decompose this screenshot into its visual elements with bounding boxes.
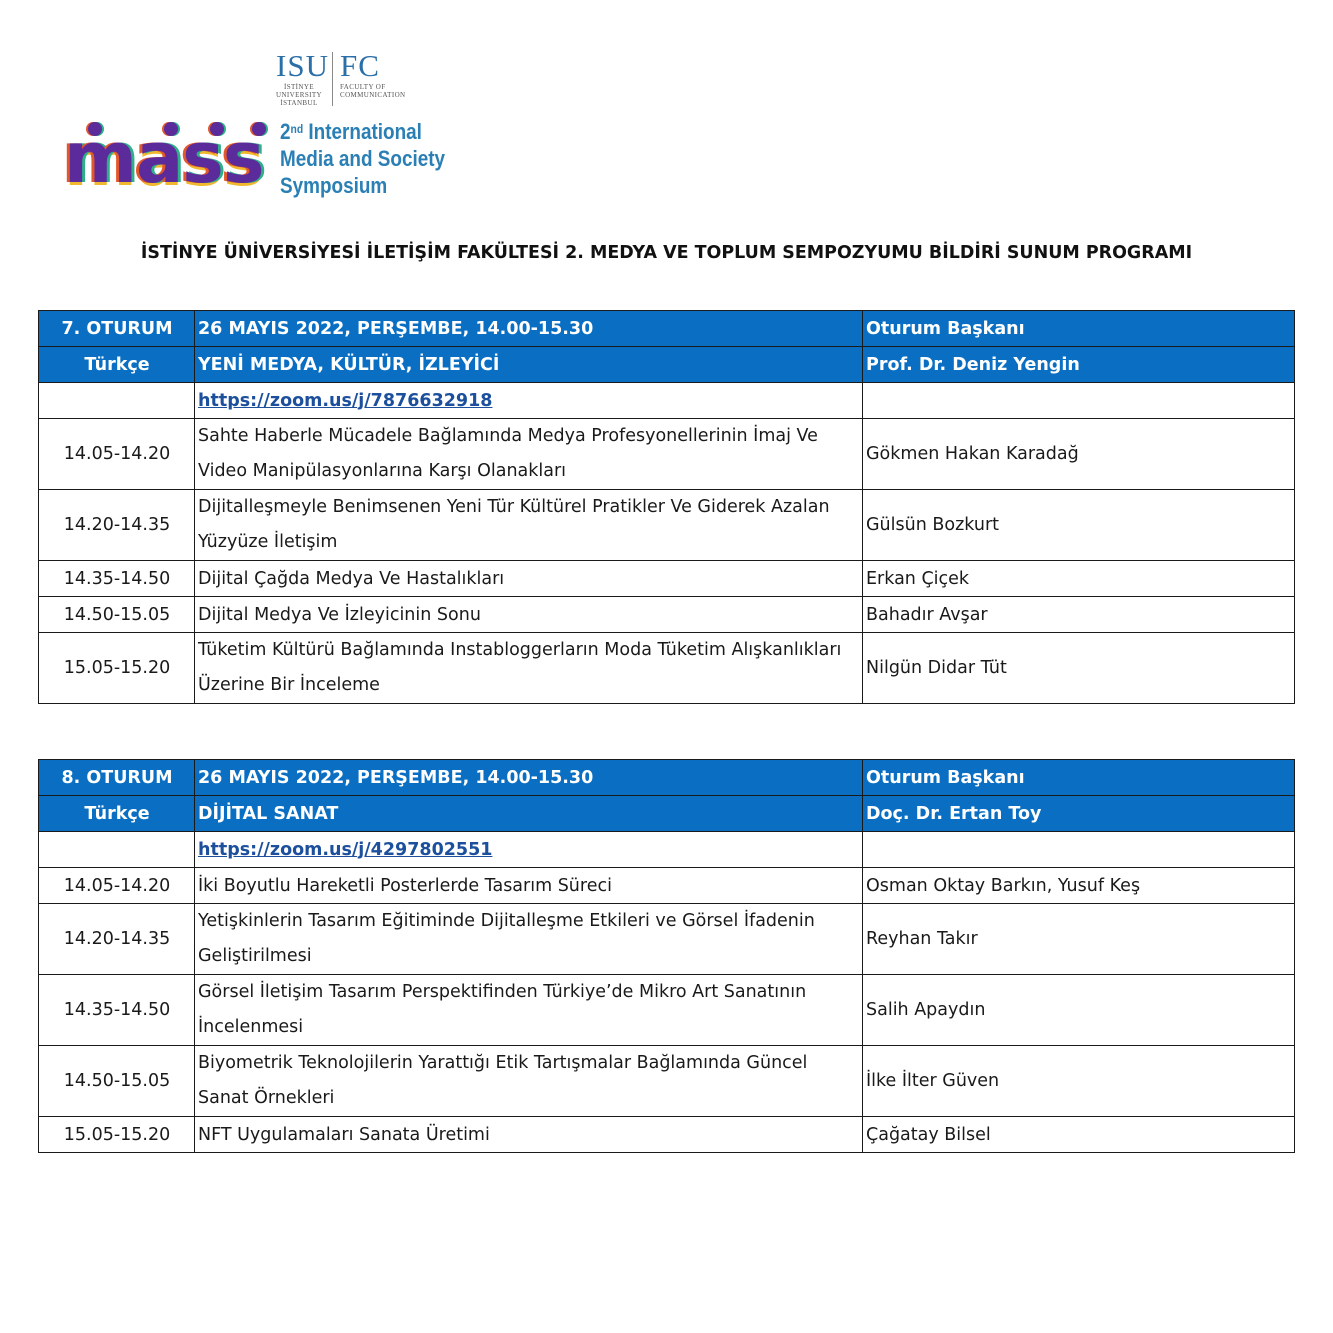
talk-speaker: Gülsün Bozkurt bbox=[863, 490, 1295, 561]
talk-speaker: Bahadır Avşar bbox=[863, 597, 1295, 633]
talk-time: 15.05-15.20 bbox=[39, 1117, 195, 1153]
talk-row bbox=[39, 633, 1295, 704]
talk-title: Dijital Çağda Medya Ve Hastalıkları bbox=[195, 561, 863, 597]
talk-time: 14.20-14.35 bbox=[39, 904, 195, 975]
talk-row bbox=[39, 490, 1295, 561]
symposium-name bbox=[280, 118, 445, 199]
symposium-line-1: 2nd International bbox=[280, 119, 422, 144]
talk-time: 14.35-14.50 bbox=[39, 561, 195, 597]
chair-label: Oturum Başkanı bbox=[863, 760, 1295, 796]
talk-title: İki Boyutlu Hareketli Posterlerde Tasarım Süreci bbox=[195, 868, 863, 904]
session-date: 26 MAYIS 2022, PERŞEMBE, 14.00-15.30 bbox=[195, 311, 863, 347]
session-theme-row bbox=[39, 796, 1295, 832]
mass-logo bbox=[64, 117, 274, 200]
talk-time: 14.05-14.20 bbox=[39, 868, 195, 904]
page-title: İSTİNYE ÜNİVERSİYESİ İLETİŞİM FAKÜLTESİ 2. MEDYA VE TOPLUM SEMPOZYUMU BİLDİRİ SUNUM PROGRAMI bbox=[140, 242, 1193, 263]
talk-speaker: Çağatay Bilsel bbox=[863, 1117, 1295, 1153]
talk-title: NFT Uygulamaları Sanata Üretimi bbox=[195, 1117, 863, 1153]
empty-cell bbox=[39, 383, 195, 419]
talk-time: 15.05-15.20 bbox=[39, 633, 195, 704]
session-date: 26 MAYIS 2022, PERŞEMBE, 14.00-15.30 bbox=[195, 760, 863, 796]
session-header-row bbox=[39, 311, 1295, 347]
session-label: 7. OTURUM bbox=[39, 311, 195, 347]
talk-row bbox=[39, 561, 1295, 597]
talk-row bbox=[39, 904, 1295, 975]
talk-speaker: İlke İlter Güven bbox=[863, 1046, 1295, 1117]
mass-wordmark: mass bbox=[64, 117, 264, 199]
talk-row bbox=[39, 868, 1295, 904]
session-table-8 bbox=[38, 759, 1295, 1153]
session-theme: DİJİTAL SANAT bbox=[195, 796, 863, 832]
session-theme-row bbox=[39, 347, 1295, 383]
zoom-link[interactable]: https://zoom.us/j/7876632918 bbox=[198, 390, 493, 411]
talk-title: Dijitalleşmeyle Benimsenen Yeni Tür Kültürel Pratikler Ve Giderek Azalan Yüzyüze İletişim bbox=[195, 490, 863, 561]
session-table-7 bbox=[38, 310, 1295, 704]
talk-title: Tüketim Kültürü Bağlamında Instabloggerların Moda Tüketim Alışkanlıkları Üzerine Bir İnceleme bbox=[195, 633, 863, 704]
fc-logo-subtitle: FACULTY OF COMMUNICATION bbox=[340, 83, 406, 99]
talk-title: Biyometrik Teknolojilerin Yarattığı Etik Tartışmalar Bağlamında Güncel Sanat Örnekleri bbox=[195, 1046, 863, 1117]
talk-row bbox=[39, 975, 1295, 1046]
talk-time: 14.35-14.50 bbox=[39, 975, 195, 1046]
symposium-line-3: Symposium bbox=[280, 173, 388, 198]
empty-cell bbox=[863, 832, 1295, 868]
talk-title: Dijital Medya Ve İzleyicinin Sonu bbox=[195, 597, 863, 633]
talk-time: 14.50-15.05 bbox=[39, 1046, 195, 1117]
talk-row bbox=[39, 1117, 1295, 1153]
fc-logo-text: FC bbox=[340, 48, 380, 83]
chair-label: Oturum Başkanı bbox=[863, 311, 1295, 347]
talk-speaker: Osman Oktay Barkın, Yusuf Keş bbox=[863, 868, 1295, 904]
talk-speaker: Salih Apaydın bbox=[863, 975, 1295, 1046]
talk-time: 14.05-14.20 bbox=[39, 419, 195, 490]
talk-time: 14.20-14.35 bbox=[39, 490, 195, 561]
session-language: Türkçe bbox=[39, 347, 195, 383]
talk-title: Yetişkinlerin Tasarım Eğitiminde Dijitalleşme Etkileri ve Görsel İfadenin Geliştirilmesi bbox=[195, 904, 863, 975]
talk-row bbox=[39, 597, 1295, 633]
session-chair: Doç. Dr. Ertan Toy bbox=[863, 796, 1295, 832]
talk-speaker: Reyhan Takır bbox=[863, 904, 1295, 975]
talk-speaker: Nilgün Didar Tüt bbox=[863, 633, 1295, 704]
zoom-cell bbox=[195, 832, 863, 868]
zoom-link[interactable]: https://zoom.us/j/4297802551 bbox=[198, 839, 493, 860]
talk-row bbox=[39, 419, 1295, 490]
session-theme: YENİ MEDYA, KÜLTÜR, İZLEYİCİ bbox=[195, 347, 863, 383]
talk-time: 14.50-15.05 bbox=[39, 597, 195, 633]
empty-cell bbox=[863, 383, 1295, 419]
talk-speaker: Gökmen Hakan Karadağ bbox=[863, 419, 1295, 490]
isu-logo-text: ISU bbox=[276, 48, 329, 83]
session-label: 8. OTURUM bbox=[39, 760, 195, 796]
session-header-row bbox=[39, 760, 1295, 796]
zoom-row bbox=[39, 832, 1295, 868]
isu-fc-logo bbox=[268, 50, 438, 108]
zoom-row bbox=[39, 383, 1295, 419]
talk-speaker: Erkan Çiçek bbox=[863, 561, 1295, 597]
talk-title: Sahte Haberle Mücadele Bağlamında Medya Profesyonellerinin İmaj Ve Video Manipülasyonlarına Karşı Olanakları bbox=[195, 419, 863, 490]
isu-logo-subtitle: İSTİNYE UNIVERSITY İSTANBUL bbox=[276, 83, 322, 107]
symposium-line-2: Media and Society bbox=[280, 146, 446, 171]
talk-row bbox=[39, 1046, 1295, 1117]
talk-title: Görsel İletişim Tasarım Perspektifinden Türkiye’de Mikro Art Sanatının İncelenmesi bbox=[195, 975, 863, 1046]
session-language: Türkçe bbox=[39, 796, 195, 832]
session-chair: Prof. Dr. Deniz Yengin bbox=[863, 347, 1295, 383]
empty-cell bbox=[39, 832, 195, 868]
logo-divider bbox=[332, 52, 333, 106]
zoom-cell bbox=[195, 383, 863, 419]
